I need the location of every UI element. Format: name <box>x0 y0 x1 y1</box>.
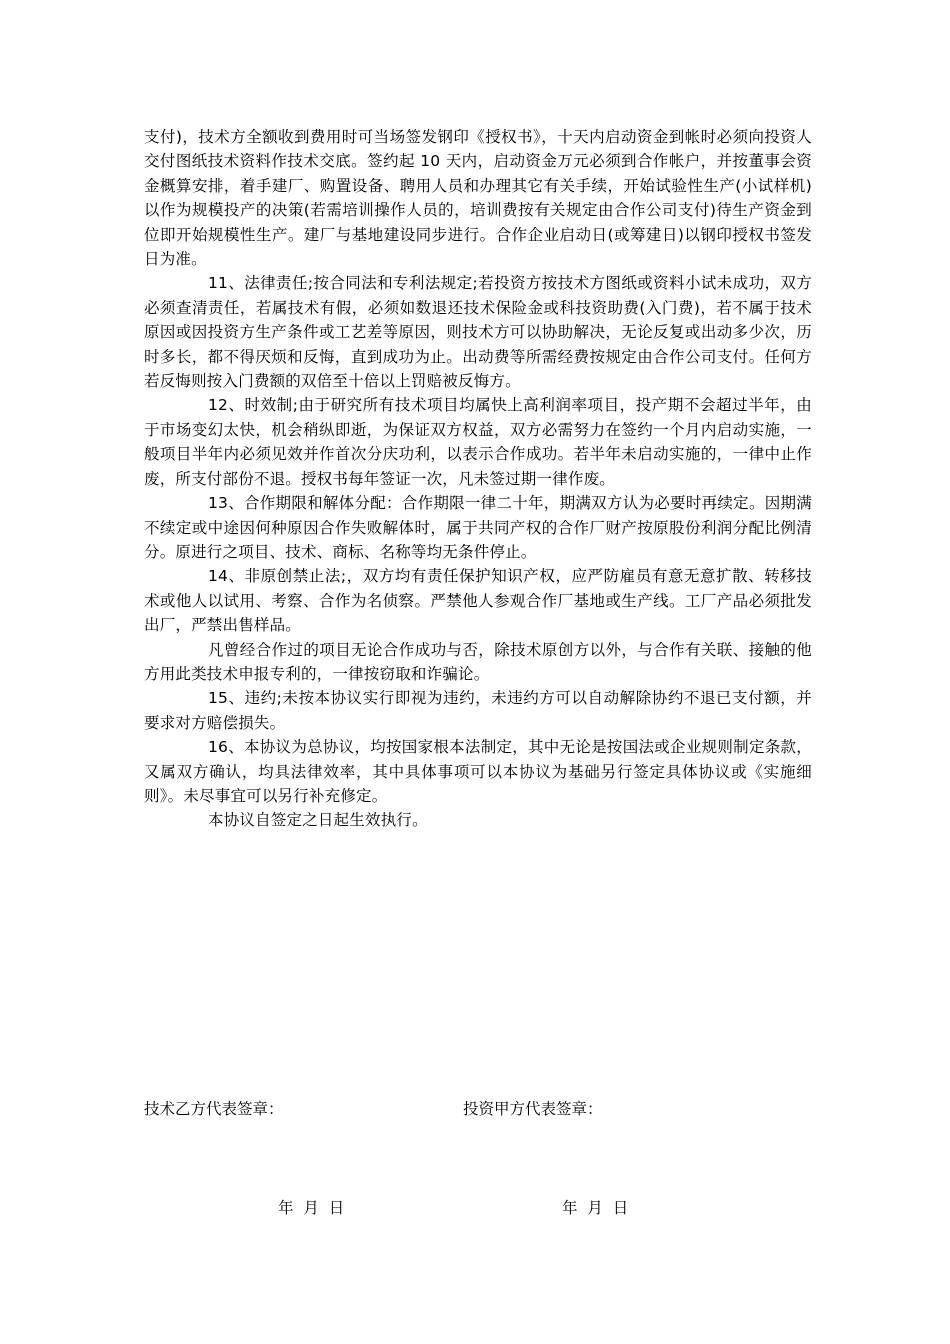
paragraph-effective-date: 本协议自签定之日起生效执行。 <box>208 811 428 830</box>
paragraph-clause-13-term-dissolution: 13、合作期限和解体分配：合作期限一律二十年，期满双方认为必要时再续定。因期满不续定或中途因何种原因合作失败解体时，属于共同产权的合作厂财产按原股份利润分配比例清分。原进行之项目、技术、商标、名称等均无条件停止。 <box>144 494 812 561</box>
paragraph-clause-12-time-limit: 12、时效制;由于研究所有技术项目均属快上高利润率项目，投产期不会超过半年，由于市场变幻太快，机会稍纵即逝，为保证双方权益，双方必需努力在签约一个月内启动实施，一般项目半年内必须见效并作首次分庆功利，以表示合作成功。若半年未启动实施的，一律中止作废，所支付部份不退。授权书每年签证一次，凡未签过期一律作废。 <box>144 396 812 488</box>
party-b-signature-label: 技术乙方代表签章： <box>144 1100 284 1118</box>
paragraph-clause-11-legal-liability: 11、法律责任;按合同法和专利法规定;若投资方按技术方图纸或资料小试未成功，双方必须查清责任，若属技术有假，必须如数退还技术保险金或科技资助费(入门费)，若不属于技术原因或因投资方生产条件或工艺差等原因，则技术方可以协助解决，无论反复或出动多少次，历时多长，都不得厌烦和反悔，直到成功为止。出动费等所需经费按规定由合作公司支付。任何方若反悔则按入门费额的双倍至十倍以上罚赔被反悔方。 <box>144 274 812 391</box>
party-a-signature-label: 投资甲方代表签章： <box>463 1100 603 1118</box>
paragraph-payment-continuation: 支付)，技术方全额收到费用时可当场签发钢印《授权书》，十天内启动资金到帐时必须向投资人交付图纸技术资料作技术交底。签约起 10 天内，启动资金万元必须到合作帐户，并按董事会资金概算安排，着手建厂、购置设备、聘用人员和办理其它有关手续，开始试验性生产(小试样机)以作为规模投产的决策(若需培训操作人员的，培训费按有关规定由合作公司支付)待生产资金到位即开始规模性生产。建厂与基地建设同步进行。合作企业启动日(或筹建日)以钢印授权书签发日为准。 <box>144 128 812 269</box>
paragraph-clause-14-non-original-prohibition: 14、非原创禁止法;，双方均有责任保护知识产权，应严防雇员有意无意扩散、转移技术或他人以试用、考察、合作为名侦察。严禁他人参观合作厂基地或生产线。工厂产品必须批发出厂，严禁出售样品。 <box>144 567 812 635</box>
party-b-date: 年 月 日 <box>278 1199 345 1217</box>
paragraph-clause-15-breach: 15、违约;未按本协议实行即视为违约，未违约方可以自动解除协约不退已支付额，并要求对方赔偿损失。 <box>144 689 812 732</box>
paragraph-clause-16-general-agreement: 16、本协议为总协议，均按国家根本法制定，其中无论是按国法或企业规则制定条款，又属双方确认，均具法律效率，其中具体事项可以本协议为基础另行签定具体协议或《实施细则》。未尽事宜可以另行补充修定。 <box>144 738 812 805</box>
paragraph-patent-fraud: 凡曾经合作过的项目无论合作成功与否，除技术原创方以外，与合作有关联、接触的他方用此类技术申报专利的，一律按窃取和诈骗论。 <box>144 640 812 683</box>
agreement-body <box>144 125 812 833</box>
party-a-date: 年 月 日 <box>562 1199 629 1217</box>
